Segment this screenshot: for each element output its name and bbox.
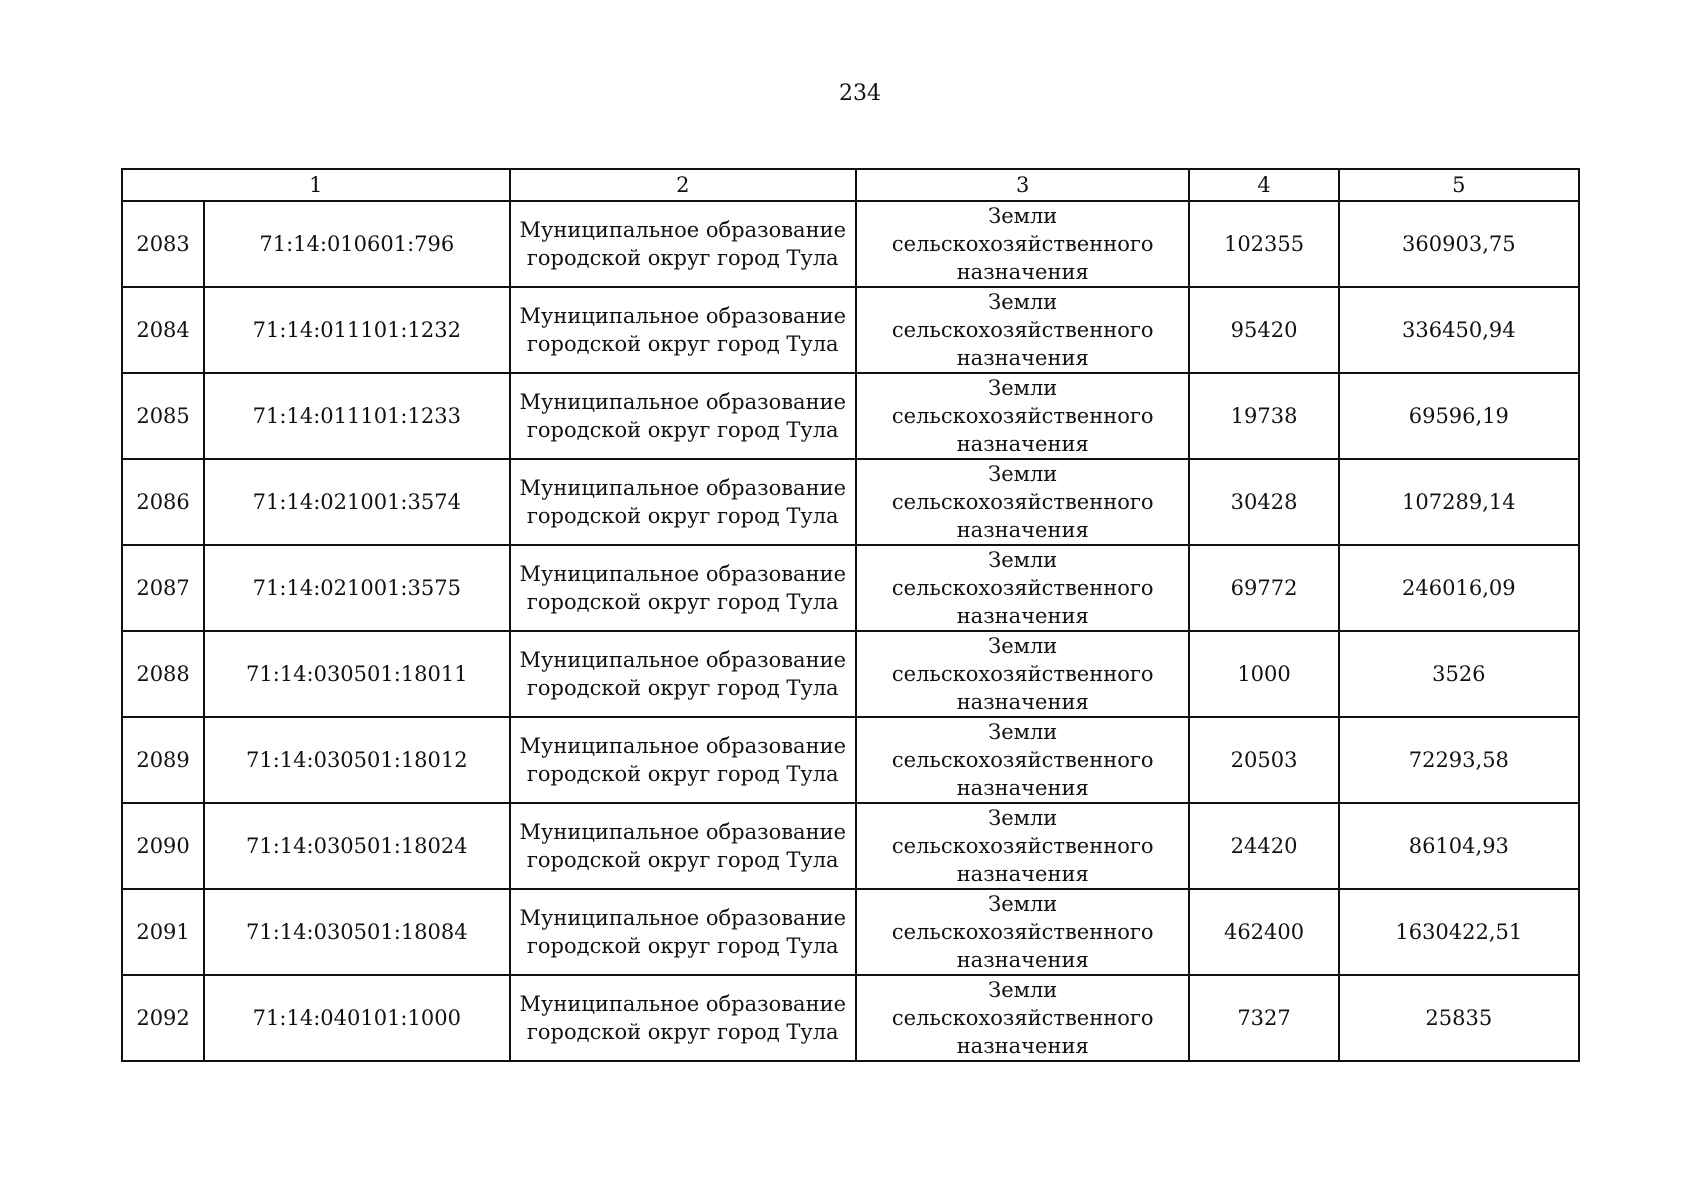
cadastral-value-cell: 86104,93	[1339, 803, 1579, 889]
area-cell: 24420	[1189, 803, 1338, 889]
row-number: 2086	[122, 459, 204, 545]
header-row	[122, 169, 1579, 201]
table-row	[122, 975, 1579, 1061]
cadastral-value-cell: 69596,19	[1339, 373, 1579, 459]
cadastral-number: 71:14:010601:796	[204, 201, 509, 287]
table-body	[122, 201, 1579, 1061]
row-number: 2088	[122, 631, 204, 717]
owner-cell: Муниципальное образование городской округ город Тула	[510, 631, 856, 717]
table-row	[122, 287, 1579, 373]
table-row	[122, 717, 1579, 803]
land-category-cell: Земли сельскохозяйственного назначения	[856, 889, 1189, 975]
cadastral-value-cell: 360903,75	[1339, 201, 1579, 287]
cadastral-number: 71:14:021001:3574	[204, 459, 509, 545]
cadastral-number: 71:14:030501:18012	[204, 717, 509, 803]
land-category-cell: Земли сельскохозяйственного назначения	[856, 545, 1189, 631]
table-row	[122, 545, 1579, 631]
column-header-3: 3	[856, 169, 1189, 201]
row-number: 2083	[122, 201, 204, 287]
column-header-5: 5	[1339, 169, 1579, 201]
table-row	[122, 631, 1579, 717]
owner-cell: Муниципальное образование городской округ город Тула	[510, 201, 856, 287]
row-number: 2089	[122, 717, 204, 803]
table-row	[122, 201, 1579, 287]
cadastral-number: 71:14:011101:1232	[204, 287, 509, 373]
area-cell: 7327	[1189, 975, 1338, 1061]
table-row	[122, 373, 1579, 459]
cadastral-value-cell: 336450,94	[1339, 287, 1579, 373]
area-cell: 69772	[1189, 545, 1338, 631]
area-cell: 462400	[1189, 889, 1338, 975]
cadastral-number: 71:14:030501:18024	[204, 803, 509, 889]
table-header	[122, 169, 1579, 201]
cadastral-number: 71:14:040101:1000	[204, 975, 509, 1061]
owner-cell: Муниципальное образование городской округ город Тула	[510, 459, 856, 545]
owner-cell: Муниципальное образование городской округ город Тула	[510, 717, 856, 803]
area-cell: 1000	[1189, 631, 1338, 717]
area-cell: 102355	[1189, 201, 1338, 287]
row-number: 2084	[122, 287, 204, 373]
land-category-cell: Земли сельскохозяйственного назначения	[856, 631, 1189, 717]
area-cell: 30428	[1189, 459, 1338, 545]
cadastral-value-cell: 1630422,51	[1339, 889, 1579, 975]
row-number: 2090	[122, 803, 204, 889]
owner-cell: Муниципальное образование городской округ город Тула	[510, 889, 856, 975]
column-header-1: 1	[122, 169, 510, 201]
land-registry-table	[121, 168, 1580, 1062]
owner-cell: Муниципальное образование городской округ город Тула	[510, 287, 856, 373]
land-category-cell: Земли сельскохозяйственного назначения	[856, 803, 1189, 889]
owner-cell: Муниципальное образование городской округ город Тула	[510, 975, 856, 1061]
table-row	[122, 459, 1579, 545]
row-number: 2091	[122, 889, 204, 975]
row-number: 2085	[122, 373, 204, 459]
column-header-2: 2	[510, 169, 856, 201]
land-category-cell: Земли сельскохозяйственного назначения	[856, 459, 1189, 545]
land-category-cell: Земли сельскохозяйственного назначения	[856, 717, 1189, 803]
row-number: 2087	[122, 545, 204, 631]
cadastral-value-cell: 246016,09	[1339, 545, 1579, 631]
land-category-cell: Земли сельскохозяйственного назначения	[856, 201, 1189, 287]
area-cell: 20503	[1189, 717, 1338, 803]
page-number: 234	[839, 81, 881, 106]
cadastral-value-cell: 25835	[1339, 975, 1579, 1061]
cadastral-number: 71:14:011101:1233	[204, 373, 509, 459]
cadastral-value-cell: 107289,14	[1339, 459, 1579, 545]
cadastral-value-cell: 72293,58	[1339, 717, 1579, 803]
column-header-4: 4	[1189, 169, 1338, 201]
cadastral-number: 71:14:021001:3575	[204, 545, 509, 631]
area-cell: 95420	[1189, 287, 1338, 373]
cadastral-number: 71:14:030501:18011	[204, 631, 509, 717]
land-category-cell: Земли сельскохозяйственного назначения	[856, 975, 1189, 1061]
land-category-cell: Земли сельскохозяйственного назначения	[856, 287, 1189, 373]
area-cell: 19738	[1189, 373, 1338, 459]
owner-cell: Муниципальное образование городской округ город Тула	[510, 545, 856, 631]
cadastral-value-cell: 3526	[1339, 631, 1579, 717]
table-row	[122, 889, 1579, 975]
cadastral-number: 71:14:030501:18084	[204, 889, 509, 975]
owner-cell: Муниципальное образование городской округ город Тула	[510, 373, 856, 459]
land-category-cell: Земли сельскохозяйственного назначения	[856, 373, 1189, 459]
row-number: 2092	[122, 975, 204, 1061]
owner-cell: Муниципальное образование городской округ город Тула	[510, 803, 856, 889]
table-row	[122, 803, 1579, 889]
